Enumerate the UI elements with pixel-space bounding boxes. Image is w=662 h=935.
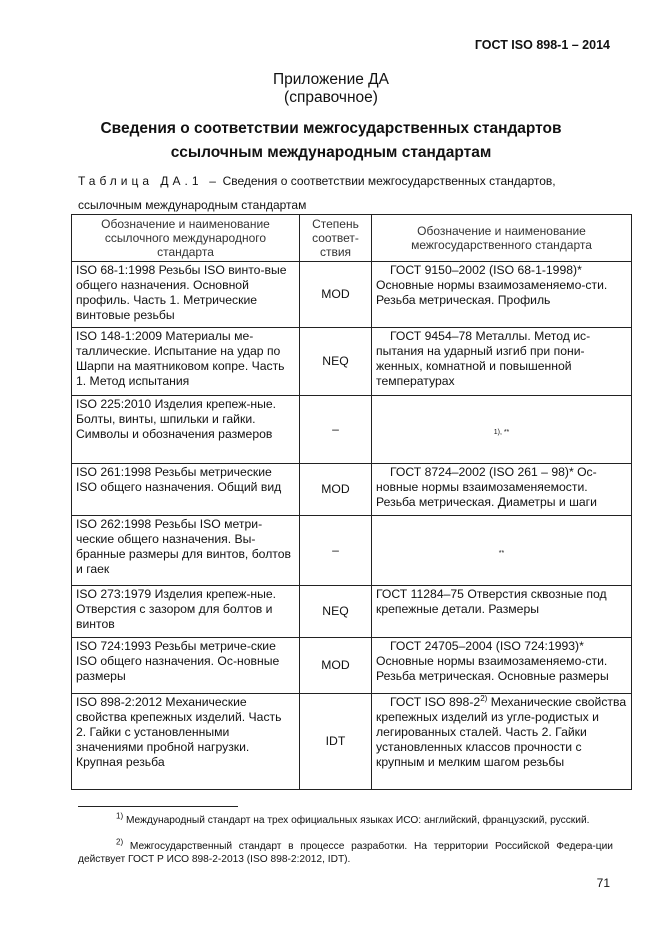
gost-standard-cell: ГОСТ 11284–75 Отверстия сквозные под крепежные детали. Размеры [372,586,632,638]
table-caption-line2: ссылочным международным стандартам [78,198,307,212]
intl-standard-cell: ISO 262:1998 Резьбы ISO метри-ческие общего назначения. Вы-бранные размеры для винтов, болтов и гаек [72,516,300,586]
footnote-mark: 2) [116,837,124,847]
table-row [72,516,632,586]
degree-cell: – [300,396,372,464]
intl-standard-cell: ISO 225:2010 Изделия крепеж-ные. Болты, винты, шпильки и гайки. Символы и обозначения размеров [72,396,300,464]
gost-prefix: ГОСТ ISO 898-2 [390,695,481,709]
table-caption-line1: Сведения о соответствии межгосударственных стандартов, [222,174,556,188]
section-title [0,117,662,165]
table-caption-label: Таблица ДА.1 [78,174,203,188]
section-title-line2: ссылочным международным стандартам [170,144,492,161]
table-row [72,396,632,464]
footnote-ref: 2) [480,693,488,703]
appendix-heading [0,71,662,107]
gost-standard-cell [372,694,632,790]
gost-standard-cell [372,516,632,586]
appendix-subtitle: (справочное) [284,89,378,106]
table-row [72,328,632,396]
degree-cell: MOD [300,464,372,516]
footnote-text: Международный стандарт на трех официальных языках ИСО: английский, французский, русский. [123,815,590,826]
footnote-text: Межгосударственный стандарт в процессе разработки. На территории Российской Федера-ции действует ГОСТ Р ИСО 898-2-2013 (ISO 898-2:2012, IDT). [78,841,613,865]
footnote-mark: 1) [116,811,124,821]
degree-cell: MOD [300,262,372,328]
gost-standard-cell [372,396,632,464]
page-number: 71 [596,876,610,890]
table-caption [78,169,613,217]
footnote-1 [78,811,613,827]
gost-standard-cell: ГОСТ 24705–2004 (ISO 724:1993)* Основные нормы взаимозаменяемо-сти. Резьба метрическая. Основные размеры [372,638,632,694]
table-row [72,586,632,638]
gost-rest: Механические свойства крепежных изделий из угле-родистых и легированных сталей. Часть 2. Гайки установленных классов прочности с крупным и мелким шагом резьбы [376,695,627,769]
table-row [72,638,632,694]
table-row [72,694,632,790]
intl-standard-cell: ISO 898-2:2012 Механические свойства крепежных изделий. Часть 2. Гайки с установленными значениями пробной нагрузки. Крупная резьба [72,694,300,790]
footnote-separator [78,806,238,807]
footnote-2 [78,837,613,866]
degree-cell: MOD [300,638,372,694]
gost-standard-cell: ГОСТ 8724–2002 (ISO 261 – 98)* Ос-новные нормы взаимозаменяемости. Резьба метрическая. Диаметры и шаги [372,464,632,516]
header-intl: Обозначение и наименование ссылочного международного стандарта [72,215,300,262]
degree-cell: NEQ [300,586,372,638]
table-row [72,262,632,328]
table-row [72,464,632,516]
header-degree: Степень соответ-ствия [300,215,372,262]
header-gost: Обозначение и наименование межгосударственного стандарта [372,215,632,262]
gost-note-marks: 1), ** [493,429,510,436]
gost-standard-cell: ГОСТ 9150–2002 (ISO 68-1-1998)* Основные нормы взаимозаменяемо-сти. Резьба метрическая. Профиль [372,262,632,328]
intl-standard-cell: ISO 273:1979 Изделия крепеж-ные. Отверстия с зазором для болтов и винтов [72,586,300,638]
gost-note-marks: ** [498,550,505,557]
degree-cell: – [300,516,372,586]
intl-standard-cell: ISO 68-1:1998 Резьбы ISO винто-вые общего назначения. Основной профиль. Часть 1. Метрические винтовые резьбы [72,262,300,328]
degree-cell: NEQ [300,328,372,396]
correspondence-table [71,214,632,790]
gost-standard-cell: ГОСТ 9454–78 Металлы. Метод ис-пытания на ударный изгиб при пони-женных, комнатной и повышенной температурах [372,328,632,396]
table-caption-dash: – [209,174,216,188]
intl-standard-cell: ISO 261:1998 Резьбы метрические ISO общего назначения. Общий вид [72,464,300,516]
running-header: ГОСТ ISO 898-1 – 2014 [474,38,610,52]
appendix-title: Приложение ДА [272,71,390,88]
table-header-row [72,215,632,262]
intl-standard-cell: ISO 724:1993 Резьбы метриче-ские ISO общего назначения. Ос-новные размеры [72,638,300,694]
intl-standard-cell: ISO 148-1:2009 Материалы ме-таллические. Испытание на удар по Шарпи на маятниковом копре. Часть 1. Метод испытания [72,328,300,396]
section-title-line1: Сведения о соответствии межгосударственных стандартов [100,120,562,137]
degree-cell: IDT [300,694,372,790]
